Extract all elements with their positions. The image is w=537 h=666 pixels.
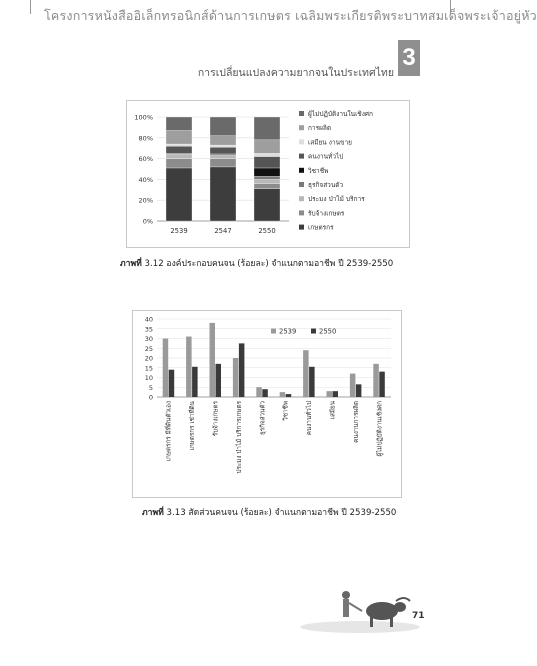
x-tick-label: คนงานทั่วไป [306,401,314,436]
legend-label: เกษตรกร [308,223,334,232]
header-title: โครงการหนังสืออิเล็กทรอนิกส์ด้านการเกษตร เฉลิมพระเกียรติพระบาทสมเด็จพระเจ้าอยู่หัว [44,8,537,23]
legend-label: วิชาชีพ [308,166,329,175]
bar-segment [254,157,280,168]
legend-label: 2550 [319,327,337,336]
bar-segment [166,117,192,131]
x-tick-label: ประมง ป่าไม้ บริการเกษตร [235,401,243,474]
bar-segment [254,179,280,183]
bar [379,372,385,397]
y-tick-label: 0 [148,393,153,402]
bar [327,391,333,397]
legend-swatch [299,125,304,130]
bar [169,370,175,397]
legend-label: 2539 [279,327,297,336]
crop-mark-left [30,0,31,14]
bar-segment [210,153,236,154]
y-tick-label: 20% [138,196,153,205]
x-tick-label: วิชาชีพ [282,401,290,421]
legend-label: คนงานทั่วไป [308,152,344,161]
figure-3-12-caption [120,256,393,270]
bar-segment [254,176,280,179]
figure-3-12-frame [126,100,410,248]
caption-label: ภาพที่ [120,259,142,269]
bar-segment [210,159,236,167]
bar [186,337,192,397]
y-tick-label: 80% [138,134,153,143]
bar [210,323,216,397]
legend-swatch [311,329,316,334]
legend-swatch [299,154,304,159]
legend-label: รับจ้างเกษตร [308,209,345,218]
legend-label: เสมียน งานขาย [308,138,352,147]
bar-segment [254,153,280,156]
bar-segment [254,140,280,154]
x-tick-label: ธุรกิจส่วนตัว [259,401,267,436]
legend-swatch [299,139,304,144]
bar [350,374,356,397]
y-tick-label: 40% [138,175,153,184]
y-tick-label: 25 [144,344,153,353]
bar-segment [166,154,192,158]
bar-segment [210,136,236,145]
legend-swatch [299,225,304,230]
bar [303,350,309,397]
legend-swatch [299,111,304,116]
y-tick-label: 15 [144,364,153,373]
grouped-bar-chart [133,311,401,497]
x-tick-label: 2547 [214,227,232,235]
caption-text: 3.12 องค์ประกอบคนจน (ร้อยละ) จำแนกตามอาชีพ ปี 2539-2550 [141,259,394,269]
bar-segment [166,153,192,154]
bar-segment [210,167,236,221]
bar [373,364,379,397]
figure-3-13-frame [132,310,402,498]
bar-segment [166,168,192,221]
y-tick-label: 20 [144,354,153,363]
legend-label: การผลิต [308,124,332,133]
x-tick-label: รับจ้างเกษตร [212,401,220,437]
figure-3-13-caption [142,505,396,519]
y-tick-label: 35 [144,325,153,334]
caption-text: 3.13 สัดส่วนคนจน (ร้อยละ) จำแนกตามอาชีพ ปี 2539-2550 [163,508,397,518]
x-tick-label: ผู้ไม่ปฏิบัติงานเชิงศก [376,401,384,457]
caption-label: ภาพที่ [142,508,164,518]
bar-segment [166,159,192,168]
legend-label: ธุรกิจส่วนตัว [308,181,344,189]
bar [356,384,362,397]
farmer-buffalo-illustration [300,575,450,635]
legend-swatch [299,182,304,187]
chapter-title: การเปลี่ยนแปลงความยากจนในประเทศไทย [197,67,394,79]
bar-segment [210,154,236,155]
bar [280,392,286,397]
y-tick-label: 0% [142,217,153,226]
x-tick-label: 2550 [258,227,276,235]
y-tick-label: 5 [148,383,153,392]
y-tick-label: 30 [144,335,153,343]
x-tick-label: เกษตรกร มีที่ดินตัวเอง [165,401,173,462]
chapter-number-badge: 3 [398,40,420,76]
y-tick-label: 10 [144,374,153,382]
bar-segment [210,155,236,158]
stacked-bar-chart [127,101,409,247]
legend-swatch [299,210,304,215]
bar [163,339,169,398]
x-tick-label: 2539 [170,227,188,235]
legend-swatch [299,168,304,173]
bar-segment [210,145,236,147]
y-tick-label: 40 [144,315,153,324]
bar-segment [166,131,192,145]
legend-label: ประมง ป่าไม้ บริการ [308,195,365,204]
y-tick-label: 100% [134,113,153,122]
bar-segment [254,184,280,189]
x-tick-label: เกษตรกร เช่าที่ดิน [189,401,197,451]
bar-segment [166,144,192,146]
bar [239,343,245,397]
bar-segment [166,146,192,153]
bar [216,364,222,397]
bar-segment [254,168,280,176]
bar-segment [210,147,236,153]
page-header [0,0,537,26]
legend-swatch [299,196,304,201]
bar-segment [254,117,280,140]
bar [192,367,198,397]
legend-swatch [271,329,276,334]
bar [286,394,292,397]
bar [333,391,339,397]
bar-segment [254,189,280,221]
bar [256,387,262,397]
y-tick-label: 60% [138,155,153,164]
bar [309,367,315,397]
page-number: 71 [412,611,425,621]
x-tick-label: คนงานการผลิต [352,401,360,443]
x-tick-label: เสมียน [329,401,337,420]
legend-label: ผู้ไม่ปฏิบัติงานในเชิงศก [308,110,373,118]
bar-segment [210,117,236,136]
bar [262,389,268,397]
bar [233,358,239,397]
